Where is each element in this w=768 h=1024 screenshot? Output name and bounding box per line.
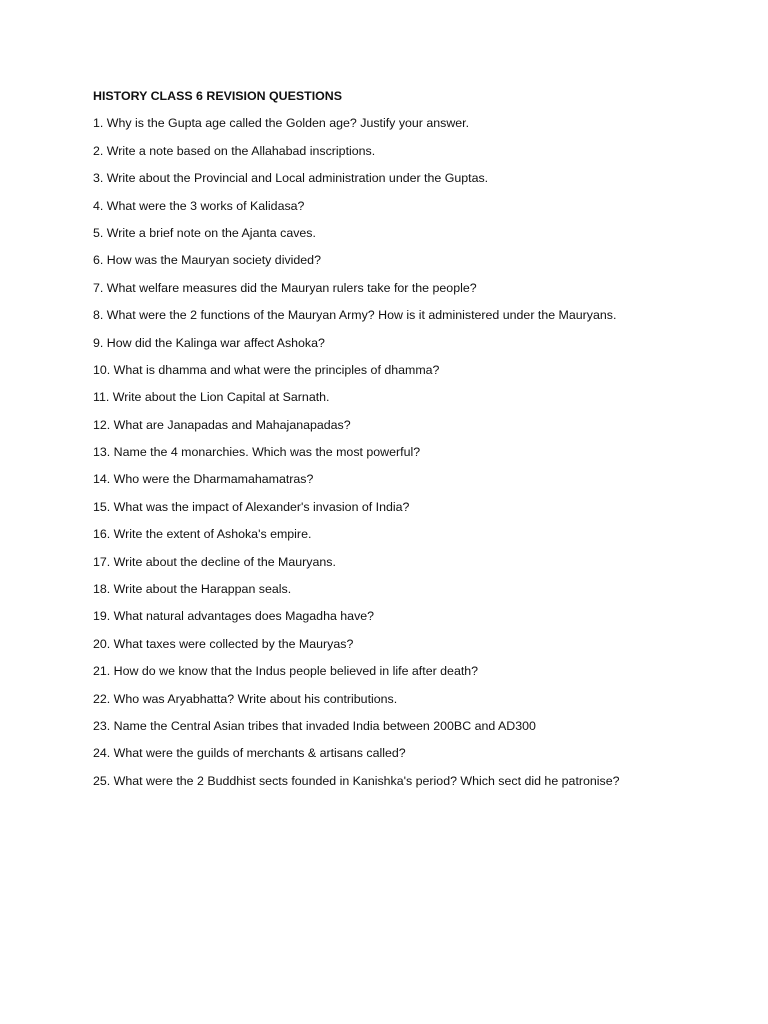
question-item: 13. Name the 4 monarchies. Which was the most powerful? [93,445,421,460]
document-title: HISTORY CLASS 6 REVISION QUESTIONS [93,89,343,103]
question-item: 2. Write a note based on the Allahabad inscriptions. [93,143,376,158]
question-item: 10. What is dhamma and what were the principles of dhamma? [93,362,440,377]
question-item: 15. What was the impact of Alexander's invasion of India? [93,499,410,514]
question-item: 24. What were the guilds of merchants & artisans called? [93,746,406,761]
question-item: 25. What were the 2 Buddhist sects founded in Kanishka's period? Which sect did he patronise? [93,773,620,788]
question-item: 12. What are Janapadas and Mahajanapadas? [93,417,351,432]
question-item: 4. What were the 3 works of Kalidasa? [93,198,305,213]
question-item: 17. Write about the decline of the Mauryans. [93,554,336,569]
question-item: 19. What natural advantages does Magadha have? [93,609,375,624]
question-item: 16. Write the extent of Ashoka's empire. [93,527,312,542]
question-item: 20. What taxes were collected by the Mauryas? [93,636,354,651]
question-item: 1. Why is the Gupta age called the Golden age? Justify your answer. [93,116,470,131]
document-content [93,88,753,800]
question-item: 14. Who were the Dharmamahamatras? [93,472,314,487]
question-item: 22. Who was Aryabhatta? Write about his contributions. [93,691,398,706]
question-item: 9. How did the Kalinga war affect Ashoka? [93,335,325,350]
question-item: 7. What welfare measures did the Mauryan rulers take for the people? [93,280,477,295]
question-item: 21. How do we know that the Indus people believed in life after death? [93,664,479,679]
question-item: 6. How was the Mauryan society divided? [93,253,321,268]
question-item: 18. Write about the Harappan seals. [93,582,292,597]
question-item: 11. Write about the Lion Capital at Sarnath. [93,390,330,405]
question-item: 5. Write a brief note on the Ajanta caves. [93,225,316,240]
question-list [93,115,753,788]
question-item: 8. What were the 2 functions of the Mauryan Army? How is it administered under the Mauryans. [93,308,617,323]
question-item: 23. Name the Central Asian tribes that invaded India between 200BC and AD300 [93,718,536,733]
question-item: 3. Write about the Provincial and Local administration under the Guptas. [93,171,489,186]
